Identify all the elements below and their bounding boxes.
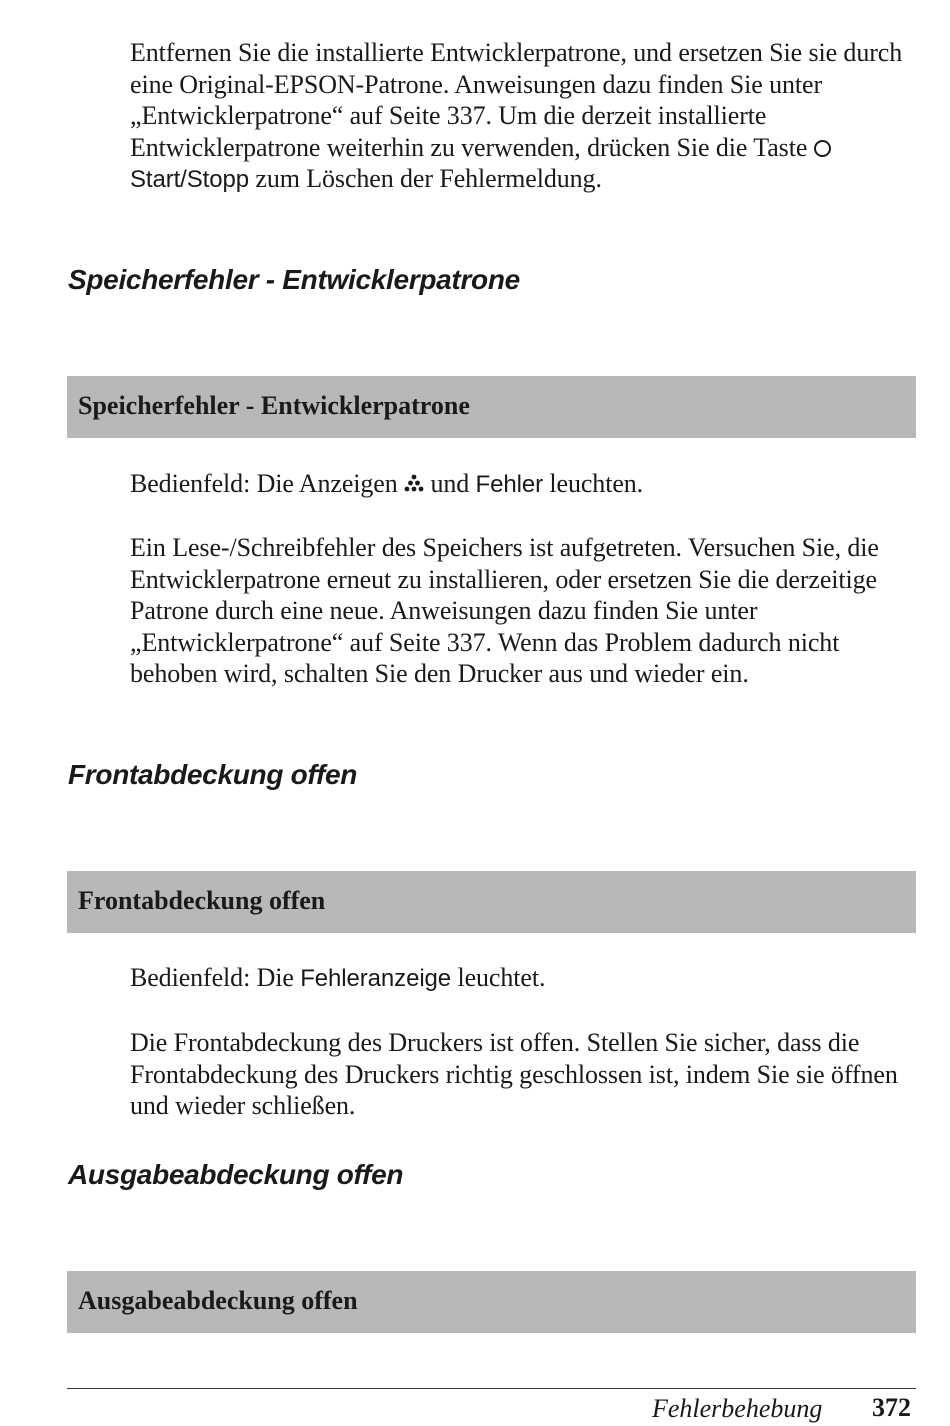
intro-text-start: Entfernen Sie die installierte Entwicklerpatrone, und ersetzen Sie sie durch eine Original-EPSON-Patrone. Anweisungen dazu finden Sie unter „Entwicklerpatrone“ auf Seite 337. Um die derzeit installierte Entwicklerpatrone weiterhin zu verwenden, drücken Sie die Taste [130, 38, 903, 162]
section-heading-front-cover: Frontabdeckung offen [68, 759, 358, 790]
panel-status-suffix: leuchtet. [457, 963, 546, 992]
footer-section-name: Fehlerbehebung [652, 1394, 823, 1423]
section-heading-memory-error: Speicherfehler - Entwicklerpatrone [68, 264, 520, 295]
footer-divider [67, 1388, 916, 1389]
panel-status-front-cover [130, 962, 920, 995]
message-text: Ausgabeabdeckung offen [78, 1286, 358, 1315]
message-text: Frontabdeckung offen [78, 886, 326, 915]
panel-status-middle: und [430, 469, 470, 498]
message-bar-memory-error [67, 376, 916, 438]
panel-status-prefix: Bedienfeld: Die [130, 963, 294, 992]
panel-status-memory-error [130, 468, 920, 501]
footer-page-number: 372 [872, 1393, 911, 1422]
error-light-label: Fehler [475, 471, 543, 498]
message-text: Speicherfehler - Entwicklerpatrone [78, 391, 470, 420]
body-memory-error: Ein Lese-/Schreibfehler des Speichers ist aufgetreten. Versuchen Sie, die Entwicklerpatrone erneut zu installieren, oder ersetzen Sie die derzeitige Patrone durch eine neue. Anweisungen dazu finden Sie unter „Entwicklerpatrone“ auf Seite 337. Wenn das Problem dadurch nicht behoben wird, schalten Sie den Drucker aus und wieder ein. [130, 533, 879, 689]
intro-paragraph [130, 37, 920, 196]
message-bar-front-cover [67, 871, 916, 933]
body-front-cover: Die Frontabdeckung des Druckers ist offen. Stellen Sie sicher, dass die Frontabdeckung des Druckers richtig geschlossen ist, indem Sie sie öffnen und wieder schließen. [130, 1028, 898, 1121]
triangle-dots-icon [404, 473, 424, 493]
message-bar-output-cover [67, 1271, 916, 1333]
panel-status-suffix: leuchten. [549, 469, 644, 498]
section-heading-output-cover: Ausgabeabdeckung offen [68, 1159, 404, 1190]
panel-status-prefix: Bedienfeld: Die Anzeigen [130, 469, 398, 498]
circle-icon [814, 140, 831, 157]
intro-text-end: zum Löschen der Fehlermeldung. [255, 164, 602, 194]
error-light-label: Fehleranzeige [300, 965, 452, 992]
start-stop-key-label: Start/Stopp [130, 166, 249, 194]
